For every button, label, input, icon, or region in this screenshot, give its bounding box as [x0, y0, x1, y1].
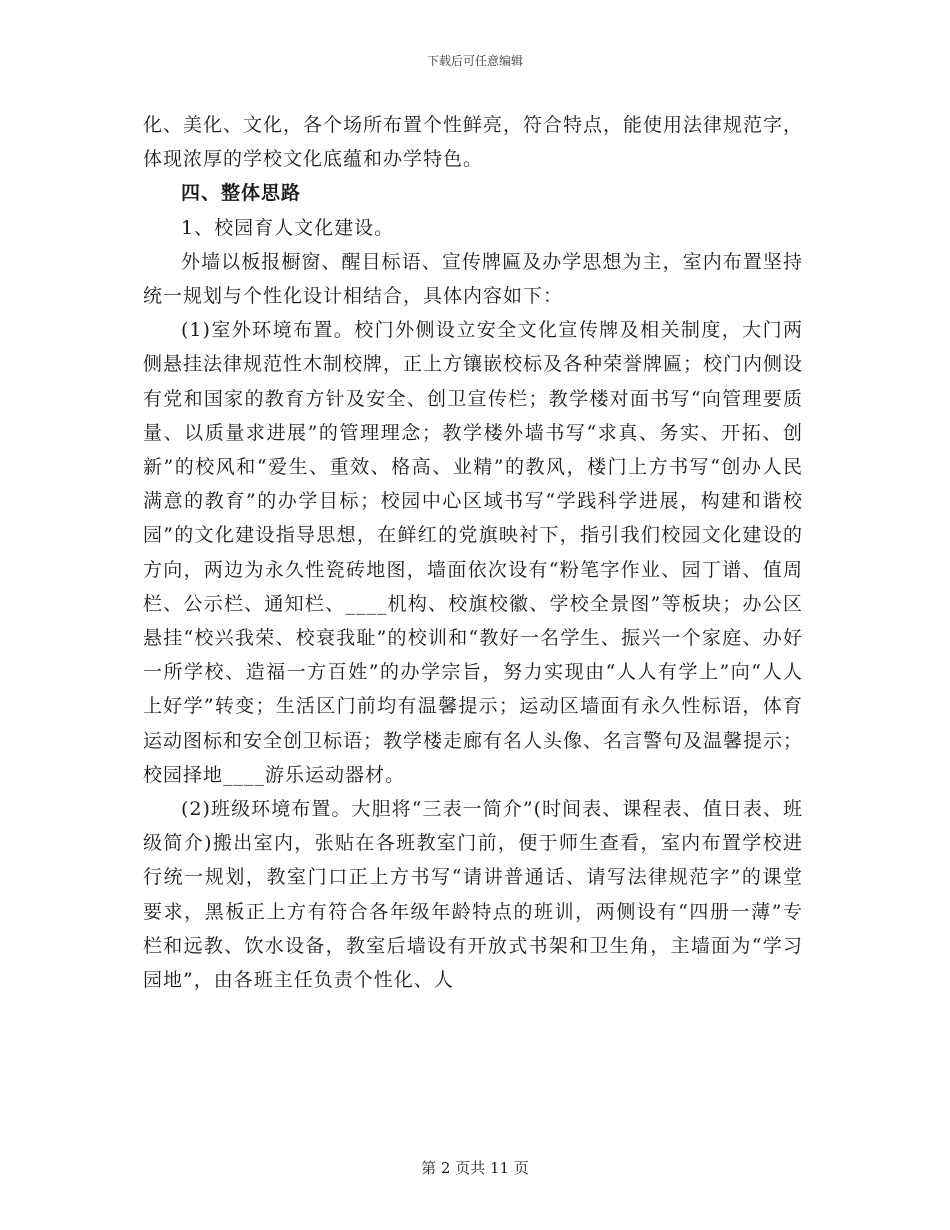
page-header: 下载后可任意编辑: [426, 54, 523, 68]
paragraph-classroom: (2)班级环境布置。大胆将“三表一简介”(时间表、课程表、值日表、班级简介)搬出室内，张贴在各班教室门前，便于师生查看，室内布置学校进行统一规划，教室门口正上方书写“请讲普通话、请写法律规范字”的课堂要求，黑板正上方有符合各年级年龄特点的班训，两侧设有“四册一薄”专栏和远教、饮水设备，教室后墙设有开放式书架和卫生角，主墙面为“学习园地”，由各班主任负责个性化、人: [143, 798, 803, 992]
paragraph-continuation: 化、美化、文化，各个场所布置个性鲜亮，符合特点，能使用法律规范字，体现浓厚的学校文化底蕴和办学特色。: [143, 114, 804, 171]
paragraph-intro: 外墙以板报橱窗、醒目标语、宣传牌匾及办学思想为主，室内布置坚持统一规划与个性化设计相结合，具体内容如下：: [143, 250, 803, 308]
page-footer: 第 2 页共 11 页: [421, 1159, 529, 1177]
subsection-heading: 1、校园育人文化建设。: [181, 216, 395, 239]
paragraph-outdoor: (1)室外环境布置。校门外侧设立安全文化宣传牌及相关制度，大门两侧悬挂法律规范性木制校牌，正上方镶嵌校标及各种荣誉牌匾；校门内侧设有党和国家的教育方针及安全、创卫宣传栏；教学楼对面书写“向管理要质量、以质量求进展”的管理理念；教学楼外墙书写“求真、务实、开拓、创新”的校风和“爱生、重效、格高、业精”的教风，楼门上方书写“创办人民满意的教育”的办学目标；校园中心区域书写“学践科学进展，构建和谐校园”的文化建设指导思想，在鲜红的党旗映衬下，指引我们校园文化建设的方向，两边为永久性瓷砖地图，墙面依次设有“粉笔字作业、园丁谱、值周栏、公示栏、通知栏、____机构、校旗校徽、学校全景图”等板块；办公区悬挂“校兴我荣、校衰我耻”的校训和“教好一名学生、振兴一个家庭、办好一所学校、造福一方百姓”的办学宗旨，努力实现由“人人有学上”向“人人上好学”转变；生活区门前均有温馨提示；运动区墙面有永久性标语，体育运动图标和安全创卫标语；教学楼走廊有名人头像、名言警句及温馨提示；校园择地____游乐运动器材。: [143, 319, 804, 786]
section-heading: 四、整体思路: [181, 182, 302, 205]
document-body: [143, 108, 803, 997]
